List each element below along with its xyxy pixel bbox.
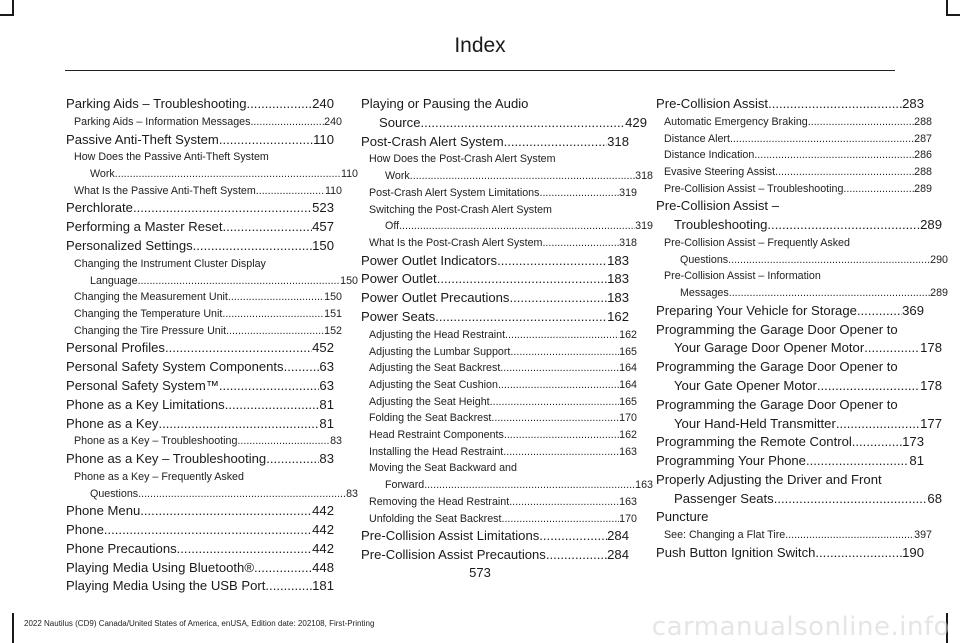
entry-text: See: Changing a Flat Tire [664, 529, 786, 542]
entry-text: Your Gate Opener Motor [674, 377, 817, 393]
entry-text: Preparing Your Vehicle for Storage [656, 302, 857, 318]
index-subentry [66, 256, 358, 289]
index-entry [656, 95, 924, 114]
entry-page-number: 178 [920, 340, 942, 356]
entry-page-number: 183 [607, 290, 629, 306]
dot-leader [852, 433, 902, 452]
index-subentry [66, 114, 342, 131]
entry-page-number: 288 [914, 115, 932, 128]
entry-text: Adjusting the Lumbar Support [369, 345, 511, 358]
entry-page-number: 289 [930, 287, 948, 300]
entry-page-number: 63 [319, 359, 334, 375]
entry-text: Work [90, 168, 115, 180]
crop-mark-top-left [0, 14, 14, 16]
entry-text: Parking Aids – Troubleshooting [66, 96, 247, 111]
entry-text: Work [385, 170, 410, 183]
index-entry [66, 131, 334, 150]
entry-text: How Does the Post-Crash Alert System [369, 153, 556, 166]
index-entry [66, 396, 334, 415]
entry-page-number: 170 [619, 512, 637, 525]
dot-leader [284, 358, 320, 377]
entry-text: Forward [385, 479, 425, 492]
index-subentry [361, 511, 637, 528]
dot-leader [177, 540, 312, 559]
entry-page-number: 150 [340, 274, 358, 287]
entry-text: Programming the Garage Door Opener to [656, 396, 898, 412]
dot-leader [435, 308, 607, 327]
entry-page-number: 150 [312, 238, 334, 253]
index-subentry [656, 527, 932, 544]
entry-page-number: 150 [324, 291, 342, 304]
entry-page-number: 442 [312, 522, 334, 537]
dot-leader [250, 114, 324, 131]
dot-leader [265, 577, 312, 596]
entry-text: Phone Precautions [66, 540, 177, 556]
dot-leader [225, 396, 320, 415]
index-subentry [66, 183, 342, 200]
dot-leader [498, 377, 619, 394]
index-subentry [361, 410, 637, 427]
entry-text: Programming the Garage Door Opener to [656, 359, 898, 375]
index-column-2 [361, 95, 653, 565]
index-subentry [656, 131, 932, 148]
index-subentry [361, 444, 637, 461]
index-entry [66, 577, 334, 596]
entry-text: Head Restraint Components [369, 429, 504, 442]
entry-text: Phone as a Key – Troubleshooting [74, 435, 238, 448]
index-entry [656, 197, 942, 235]
entry-text: Parking Aids – Information Messages [74, 115, 251, 128]
entry-text: Perchlorate [66, 200, 133, 216]
entry-text: Power Outlet [361, 271, 437, 287]
entry-text: Off [385, 220, 400, 233]
entry-text: Changing the Measurement Unit [74, 291, 228, 304]
entry-page-number: 163 [635, 479, 653, 492]
entry-page-number: 289 [914, 182, 932, 195]
entry-text: Switching the Post-Crash Alert System [369, 203, 552, 216]
index-entry [656, 302, 924, 321]
entry-text: Power Outlet Indicators [361, 252, 498, 268]
index-subentry [361, 377, 637, 394]
entry-page-number: 63 [319, 377, 334, 393]
entry-text: What Is the Post-Crash Alert System [369, 236, 543, 249]
index-entry [66, 95, 334, 114]
entry-page-number: 83 [330, 435, 342, 448]
dot-leader [768, 95, 902, 114]
dot-leader [546, 546, 607, 565]
entry-text: Programming Your Phone [656, 453, 806, 469]
dot-leader [857, 302, 902, 321]
entry-page-number: 288 [914, 165, 932, 178]
entry-text: Removing the Head Restraint [369, 495, 510, 508]
index-entry [361, 527, 629, 546]
dot-leader [817, 377, 920, 396]
entry-text: Questions [680, 253, 729, 266]
index-entry [66, 502, 334, 521]
index-entry [361, 252, 629, 271]
entry-text: Adjusting the Seat Cushion [369, 378, 498, 391]
dot-leader [504, 427, 619, 444]
entry-text: Language [90, 274, 138, 287]
index-subentry [66, 149, 358, 182]
dot-leader [503, 444, 619, 461]
index-subentry [361, 185, 637, 202]
entry-page-number: 165 [619, 345, 637, 358]
dot-leader [138, 273, 341, 290]
entry-text: Personalized Settings [66, 238, 193, 253]
entry-page-number: 287 [914, 132, 932, 145]
entry-page-number: 284 [607, 547, 629, 563]
index-subentry [361, 360, 637, 377]
dot-leader [754, 147, 914, 164]
footer-edition-info: 2022 Nautilus (CD9) Canada/United States of America, enUSA, Edition date: 202108, First-Printing [24, 619, 375, 628]
index-entry [656, 544, 924, 563]
entry-text: Puncture [656, 509, 709, 525]
entry-page-number: 170 [619, 412, 637, 425]
entry-text: Passenger Seats [674, 490, 774, 506]
entry-page-number: 164 [619, 378, 637, 391]
entry-page-number: 319 [619, 186, 637, 199]
dot-leader [815, 544, 902, 563]
entry-page-number: 442 [312, 503, 334, 519]
dot-leader [410, 168, 635, 185]
entry-page-number: 81 [319, 396, 334, 412]
dot-leader [158, 415, 319, 434]
dot-leader [504, 133, 608, 152]
index-entry [656, 433, 924, 452]
index-entry [361, 95, 647, 133]
entry-page-number: 68 [927, 490, 942, 506]
dot-leader [226, 323, 324, 340]
entry-page-number: 183 [607, 252, 629, 268]
entry-page-number: 173 [902, 434, 924, 450]
entry-page-number: 164 [619, 362, 637, 375]
index-entry [656, 508, 924, 527]
index-entry [656, 471, 942, 509]
index-entry [66, 339, 334, 358]
dot-leader [729, 285, 930, 302]
index-entry [66, 358, 334, 377]
entry-page-number: 240 [312, 96, 334, 111]
page-number: 573 [469, 565, 491, 580]
entry-text: Moving the Seat Backward and [369, 462, 517, 475]
entry-text: Personal Profiles [66, 340, 165, 356]
page-title: Index [454, 34, 506, 57]
entry-text: Unfolding the Seat Backrest [369, 512, 502, 525]
entry-text: Properly Adjusting the Driver and Front [656, 471, 882, 487]
dot-leader [193, 237, 312, 256]
index-entry [66, 450, 334, 469]
entry-page-number: 163 [619, 495, 637, 508]
entry-text: Questions [90, 487, 139, 500]
index-subentry [66, 289, 342, 306]
index-entry [66, 218, 334, 237]
dot-leader [730, 131, 914, 148]
entry-text: Source [379, 114, 421, 130]
dot-leader [836, 415, 920, 434]
index-entry [656, 396, 942, 434]
entry-page-number: 289 [920, 217, 942, 233]
index-subentry [656, 114, 932, 131]
dot-leader [104, 521, 312, 540]
index-entry [361, 546, 629, 565]
entry-text: Changing the Temperature Unit [74, 307, 223, 320]
index-entry [66, 377, 334, 396]
dot-leader [808, 114, 914, 131]
dot-leader [222, 306, 324, 323]
index-entry [66, 237, 334, 256]
dot-leader [501, 511, 619, 528]
index-subentry [66, 469, 358, 502]
dot-leader [775, 164, 914, 181]
entry-text: Pre-Collision Assist – Troubleshooting [664, 182, 844, 195]
index-entry [66, 199, 334, 218]
entry-page-number: 190 [902, 544, 924, 560]
index-entry [66, 415, 334, 434]
dot-leader [437, 270, 607, 289]
entry-text: Pre-Collision Assist Precautions [361, 547, 546, 563]
entry-text: Troubleshooting [674, 217, 768, 233]
index-entry [361, 270, 629, 289]
dot-leader [774, 490, 928, 509]
dot-leader [539, 185, 619, 202]
dot-leader [256, 183, 325, 200]
entry-page-number: 284 [607, 528, 629, 544]
index-subentry [66, 306, 342, 323]
entry-text: Post-Crash Alert System [361, 133, 504, 149]
entry-text: Adjusting the Seat Backrest [369, 362, 501, 375]
dot-leader [497, 252, 607, 271]
entry-page-number: 283 [902, 96, 924, 111]
entry-text: Phone as a Key – Troubleshooting [66, 451, 267, 466]
index-subentry [361, 235, 637, 252]
entry-page-number: 318 [635, 170, 653, 183]
entry-text: Pre-Collision Assist – Information [664, 270, 821, 283]
entry-text: Your Garage Door Opener Motor [674, 340, 865, 356]
entry-page-number: 177 [920, 415, 942, 431]
index-entry [66, 540, 334, 559]
entry-text: Folding the Seat Backrest [369, 412, 492, 425]
entry-text: Phone [66, 522, 104, 537]
entry-text: Changing the Instrument Cluster Display [74, 257, 266, 270]
dot-leader [165, 339, 312, 358]
index-entry [656, 358, 942, 396]
dot-leader [421, 114, 626, 133]
index-subentry [361, 151, 653, 184]
entry-page-number: 397 [914, 529, 932, 542]
index-entry [66, 521, 334, 540]
entry-text: Pre-Collision Assist [656, 96, 769, 111]
index-subentry [656, 235, 948, 268]
dot-leader [222, 218, 312, 237]
entry-page-number: 319 [635, 220, 653, 233]
entry-page-number: 240 [324, 115, 342, 128]
watermark: carmanualsonline.info [651, 612, 950, 642]
crop-mark-bottom-left [12, 613, 14, 643]
entry-text: Adjusting the Seat Height [369, 395, 490, 408]
entry-text: Distance Alert [664, 132, 730, 145]
entry-page-number: 110 [313, 131, 334, 147]
entry-text: What Is the Passive Anti-Theft System [74, 184, 256, 197]
entry-text: Distance Indication [664, 149, 755, 162]
entry-page-number: 163 [619, 445, 637, 458]
dot-leader [399, 218, 635, 235]
entry-page-number: 110 [324, 184, 342, 197]
entry-text: Playing or Pausing the Audio [361, 96, 529, 111]
dot-leader [509, 289, 607, 308]
dot-leader [510, 344, 619, 361]
index-subentry [361, 460, 653, 493]
index-entry [361, 133, 629, 152]
entry-page-number: 162 [607, 309, 629, 324]
dot-leader [864, 339, 920, 358]
entry-page-number: 369 [902, 302, 924, 318]
entry-text: Evasive Steering Assist [664, 165, 776, 178]
dot-leader [424, 477, 635, 494]
entry-page-number: 110 [340, 168, 358, 180]
index-column-3 [656, 95, 948, 563]
dot-leader [138, 486, 346, 503]
index-subentry [361, 344, 637, 361]
dot-leader [509, 494, 619, 511]
entry-page-number: 183 [607, 271, 629, 287]
entry-text: Your Hand-Held Transmitter [674, 415, 836, 431]
dot-leader [785, 527, 914, 544]
entry-text: Changing the Tire Pressure Unit [74, 324, 227, 337]
entry-page-number: 83 [319, 451, 334, 466]
index-subentry [361, 202, 653, 235]
entry-text: Passive Anti-Theft System [66, 131, 219, 147]
entry-page-number: 83 [346, 487, 358, 500]
entry-text: Playing Media Using the USB Port [66, 578, 266, 594]
dot-leader [115, 166, 341, 183]
entry-page-number: 181 [312, 578, 334, 594]
index-subentry [361, 394, 637, 411]
dot-leader [228, 289, 324, 306]
dot-leader [140, 502, 312, 521]
dot-leader [505, 327, 619, 344]
entry-page-number: 290 [930, 253, 948, 266]
index-entry [361, 308, 629, 327]
index-entry [656, 452, 924, 471]
index-subentry [656, 164, 932, 181]
entry-page-number: 442 [312, 540, 334, 556]
entry-text: Messages [680, 287, 729, 300]
entry-page-number: 165 [619, 395, 637, 408]
entry-page-number: 318 [607, 133, 629, 149]
entry-text: Pre-Collision Assist – [656, 198, 779, 214]
entry-text: Personal Safety System™ [66, 377, 219, 393]
entry-text: Post-Crash Alert System Limitations [369, 186, 540, 199]
entry-page-number: 81 [319, 415, 334, 431]
crop-mark-top-right [946, 14, 960, 16]
entry-page-number: 286 [914, 149, 932, 162]
dot-leader [219, 131, 313, 150]
dot-leader [247, 95, 313, 114]
entry-text: Programming the Remote Control [656, 434, 852, 450]
index-subentry [656, 181, 932, 198]
entry-page-number: 452 [312, 340, 334, 356]
entry-page-number: 151 [324, 307, 342, 320]
entry-page-number: 81 [909, 453, 924, 469]
dot-leader [491, 410, 619, 427]
dot-leader [219, 377, 320, 396]
index-subentry [361, 427, 637, 444]
entry-text: Performing a Master Reset [66, 219, 223, 235]
index-subentry [656, 268, 948, 301]
entry-text: Phone as a Key Limitations [66, 396, 225, 412]
dot-leader [767, 216, 920, 235]
dot-leader [133, 199, 312, 218]
entry-page-number: 448 [312, 559, 334, 575]
dot-leader [266, 450, 319, 469]
index-subentry [361, 327, 637, 344]
entry-text: Installing the Head Restraint [369, 445, 504, 458]
dot-leader [500, 360, 619, 377]
entry-text: Pre-Collision Assist – Frequently Asked [664, 236, 850, 249]
entry-text: Automatic Emergency Braking [664, 115, 808, 128]
entry-text: Playing Media Using Bluetooth® [66, 559, 254, 575]
entry-text: Push Button Ignition Switch [656, 544, 816, 560]
entry-text: Phone as a Key – Frequently Asked [74, 470, 244, 483]
entry-text: Phone Menu [66, 503, 141, 519]
entry-text: Phone as a Key [66, 415, 159, 431]
index-subentry [66, 323, 342, 340]
dot-leader [539, 527, 607, 546]
entry-text: Personal Safety System Components [66, 359, 284, 375]
entry-text: Pre-Collision Assist Limitations [361, 528, 540, 544]
entry-page-number: 429 [625, 114, 647, 130]
dot-leader [490, 394, 620, 411]
entry-text: Adjusting the Head Restraint [369, 328, 506, 341]
dot-leader [237, 433, 330, 450]
dot-leader [728, 252, 930, 269]
dot-leader [806, 452, 909, 471]
entry-page-number: 318 [619, 236, 637, 249]
entry-page-number: 457 [312, 219, 334, 235]
entry-page-number: 152 [324, 324, 342, 337]
entry-page-number: 162 [619, 429, 637, 442]
entry-text: Programming the Garage Door Opener to [656, 321, 898, 337]
index-subentry [361, 494, 637, 511]
entry-page-number: 178 [920, 377, 942, 393]
index-column-1 [66, 95, 358, 596]
index-subentry [66, 433, 342, 450]
entry-page-number: 162 [619, 328, 637, 341]
entry-text: Power Outlet Precautions [361, 290, 510, 306]
dot-leader [843, 181, 914, 198]
entry-page-number: 523 [312, 200, 334, 216]
entry-text: Power Seats [361, 309, 436, 324]
header-divider [65, 70, 895, 71]
dot-leader [542, 235, 619, 252]
index-entry [361, 289, 629, 308]
entry-text: How Does the Passive Anti-Theft System [74, 151, 269, 164]
index-subentry [656, 147, 932, 164]
index-entry [656, 321, 942, 359]
